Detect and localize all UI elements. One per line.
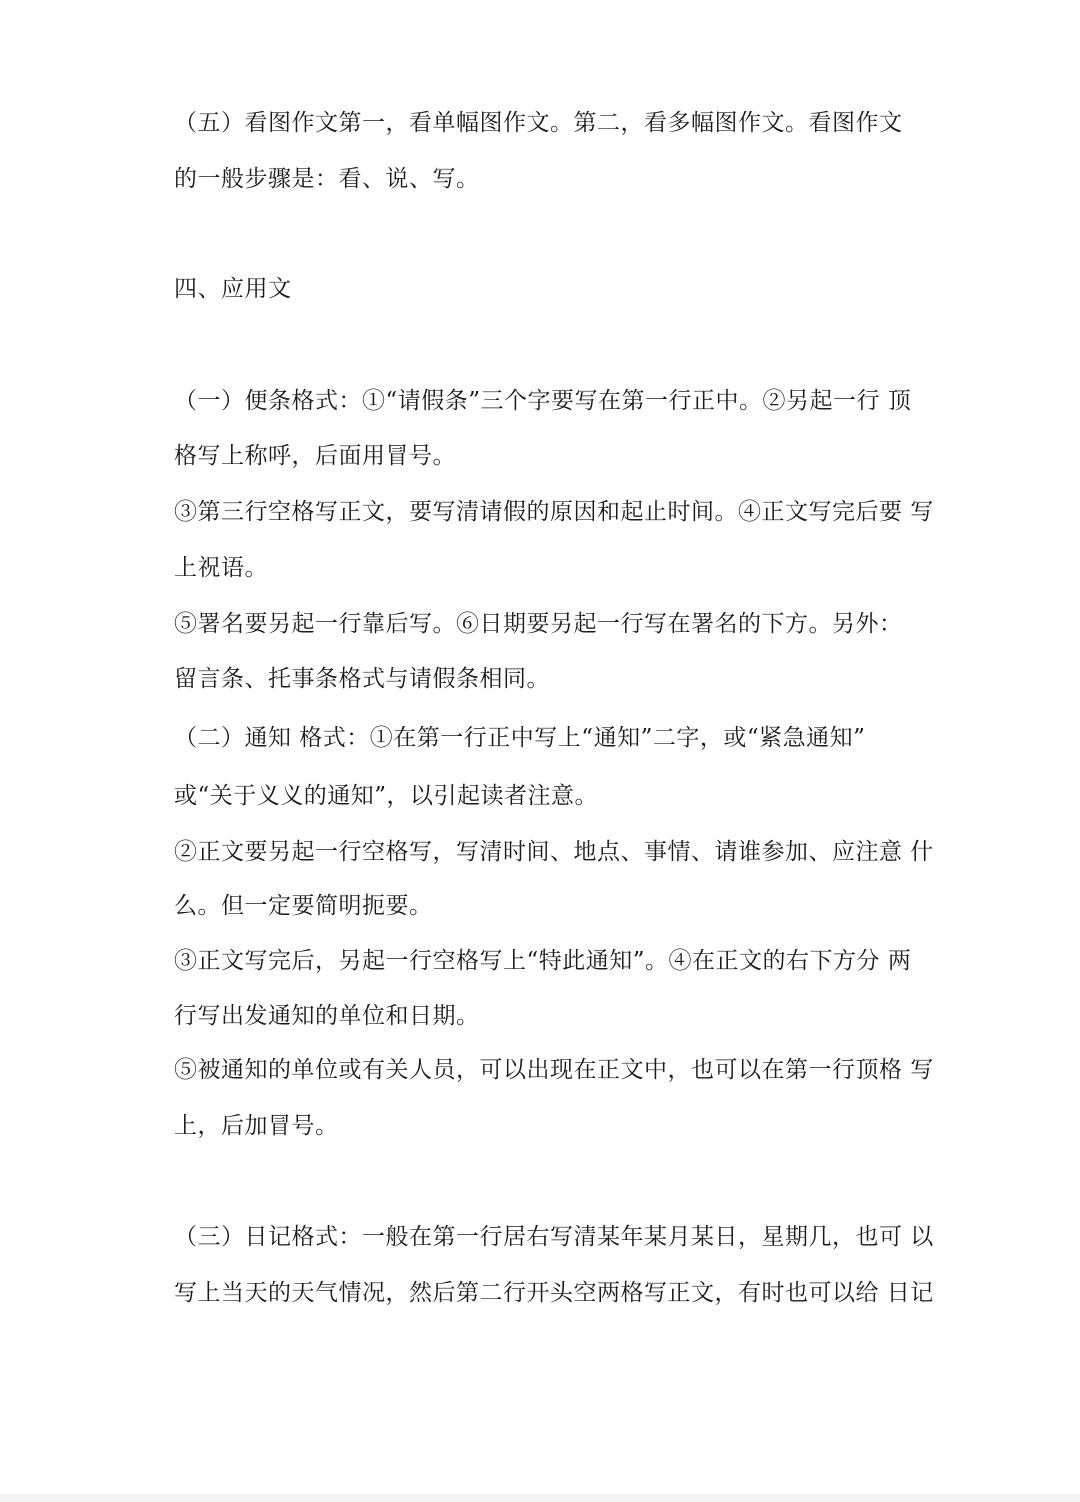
text-line: ⑤被通知的单位或有关人员，可以出现在正文中，也可以在第一行顶格 写 [174, 1057, 934, 1083]
section-heading: 四、应用文 [174, 276, 292, 302]
text-line: 行写出发通知的单位和日期。 [174, 1003, 480, 1029]
text-line: ③正文写完后，另起一行空格写上“特此通知”。④在正文的右下方分 两 [174, 948, 912, 974]
text-line: 的一般步骤是：看、说、写。 [174, 166, 480, 192]
text-line: （二）通知 格式：①在第一行正中写上“通知”二字，或“紧急通知” [174, 725, 866, 751]
text-line: 上，后加冒号。 [174, 1113, 339, 1139]
text-line: （一）便条格式：①“请假条”三个字要写在第一行正中。②另起一行 顶 [174, 388, 912, 414]
text-line: 写上当天的天气情况，然后第二行开头空两格写正文，有时也可以给 日记 [174, 1280, 934, 1306]
text-line: ②正文要另起一行空格写，写清时间、地点、事情、请谁参加、应注意 什 [174, 839, 934, 865]
text-line: ⑤署名要另起一行靠后写。⑥日期要另起一行写在署名的下方。另外： [174, 611, 903, 637]
text-line: 上祝语。 [174, 555, 268, 581]
text-line: 么。但一定要简明扼要。 [174, 893, 433, 919]
text-line: （三）日记格式：一般在第一行居右写清某年某月某日，星期几，也可 以 [174, 1224, 934, 1250]
text-line: 格写上称呼，后面用冒号。 [174, 443, 456, 469]
text-line: 或“关于义义的通知”，以引起读者注意。 [174, 783, 599, 809]
text-line: （五）看图作文第一，看单幅图作文。第二，看多幅图作文。看图作文 [174, 110, 903, 136]
page-bottom-edge [0, 1494, 1080, 1502]
text-line: ③第三行空格写正文，要写清请假的原因和起止时间。④正文写完后要 写 [174, 499, 934, 525]
text-line: 留言条、托事条格式与请假条相同。 [174, 666, 550, 692]
